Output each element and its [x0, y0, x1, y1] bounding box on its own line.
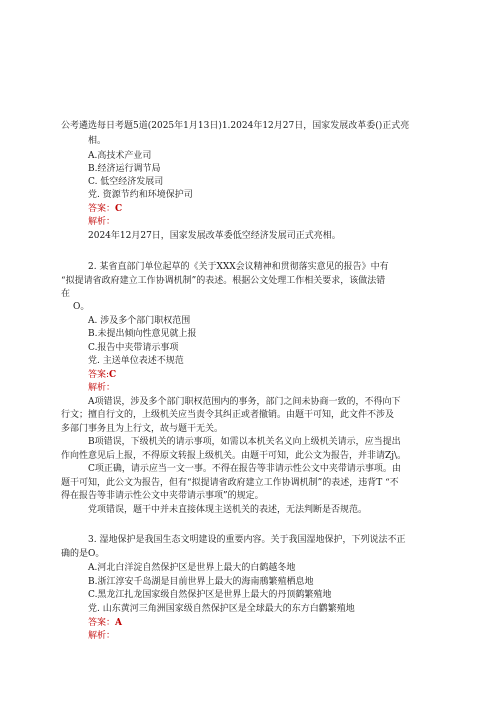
q2-line-4: O。 [73, 302, 90, 312]
q2-analysis-line-5: 作向性意见后上报，不得原文转报上级机关。由题干可知，此公文为报告，并非请Zj\。 [61, 451, 407, 461]
q1-option-b: B.经济运行调节局 [88, 164, 161, 174]
q3-line-2: 确的是O。 [61, 549, 105, 559]
q1-answer-label: 答案： [88, 204, 116, 214]
q1-answer-value: C [115, 204, 123, 214]
q2-analysis-line-3: 多部门事务且为上行文，故与题干无关。 [61, 424, 224, 434]
q2-answer-value: C [109, 370, 117, 380]
q2-analysis-line-1: A项错误，涉及多个部门职权范围内的事务，部门之间未协商一致的，不得向下 [88, 397, 401, 407]
q2-answer [88, 370, 116, 381]
q2-analysis-line-7: 题干可知，此公文为报告，但有“拟提请省政府建立工作协调机制”的表述，违背T “不 [61, 478, 399, 488]
q3-option-c: C.黑龙江扎龙国家级自然保护区是世界上最大的丹顶鹤繁殖地 [88, 590, 332, 600]
q1-header: 公考遴选每日考题5道(2025年1月13日)1.2024年12月27日，国家发展改革委()正式亮 [61, 121, 410, 131]
q3-option-a: A.河北白洋淀自然保护区是世界上最大的白鹤越冬地 [88, 563, 296, 573]
q2-option-c: C.报告中夹带请示事项 [88, 343, 179, 353]
q2-analysis-line-8: 得在报告等非请示性公文中夹带请示事项”的规定。 [61, 491, 264, 501]
q2-analysis-line-6: C项正确，请示应当一文一事。不得在报告等非请示性公文中夹带请示事项。由 [88, 464, 401, 474]
q2-line-2: “拟提请省政府建立工作协调机制”的表述。根据公文处理工作相关要求，该做法错 [61, 276, 386, 286]
q1-analysis: 2024年12月27日，国家发展改革委低空经济发展司正式亮相。 [88, 231, 341, 241]
q3-option-d: 党. 山东黄河三角洲国家级自然保护区是全球最大的东方白鹳繁殖地 [88, 604, 355, 614]
q3-answer-label: 答案： [88, 618, 116, 628]
q3-answer [88, 618, 122, 629]
q2-analysis-line-2: 行文；擅自行文的，上级机关应当责令其纠正或者撤销。由题干可知，此文件不涉及 [61, 410, 395, 420]
q2-analysis-label: 解析： [88, 383, 116, 393]
q1-analysis-label: 解析： [88, 217, 116, 227]
q1-answer [88, 204, 122, 215]
q2-option-d: 党. 主送单位表述不规范 [88, 356, 184, 366]
q2-analysis-line-4: B项错误，下级机关的请示事项，如需以本机关名义向上级机关请示，应当提出 [88, 437, 401, 447]
q3-option-b: B.浙江淳安千岛湖是目前世界上最大的海南鳽繁殖栖息地 [88, 577, 314, 587]
q1-option-d: 党. 资源节约和环境保护司 [88, 190, 193, 200]
q1-option-c: C. 低空经济发展司 [88, 177, 164, 187]
q3-answer-value: A [115, 618, 122, 628]
q2-line-3: 在 [61, 289, 71, 299]
q2-option-a: A. 涉及多个部门职权范围 [88, 316, 191, 326]
q1-option-a: A.高技术产业司 [88, 151, 152, 161]
q2-analysis-line-9: 党项错误，题干中并未直接体现主送机关的表述，无法判断是否规范。 [88, 505, 368, 515]
q2-line-1: 2. 某省直部门单位起草的《关于XXX会议精神和贯彻落实意见的报告》中有 [88, 262, 389, 272]
q3-analysis-label: 解析： [88, 631, 116, 641]
q3-line-1: 3. 湿地保护是我国生态文明建设的重要内容。关于我国湿地保护，下列说法不正 [88, 535, 406, 545]
q2-option-b: B.未提出倾向性意见就上报 [88, 329, 197, 339]
q2-answer-label: 答案: [88, 370, 110, 380]
q1-header-continued: 相。 [88, 136, 107, 146]
